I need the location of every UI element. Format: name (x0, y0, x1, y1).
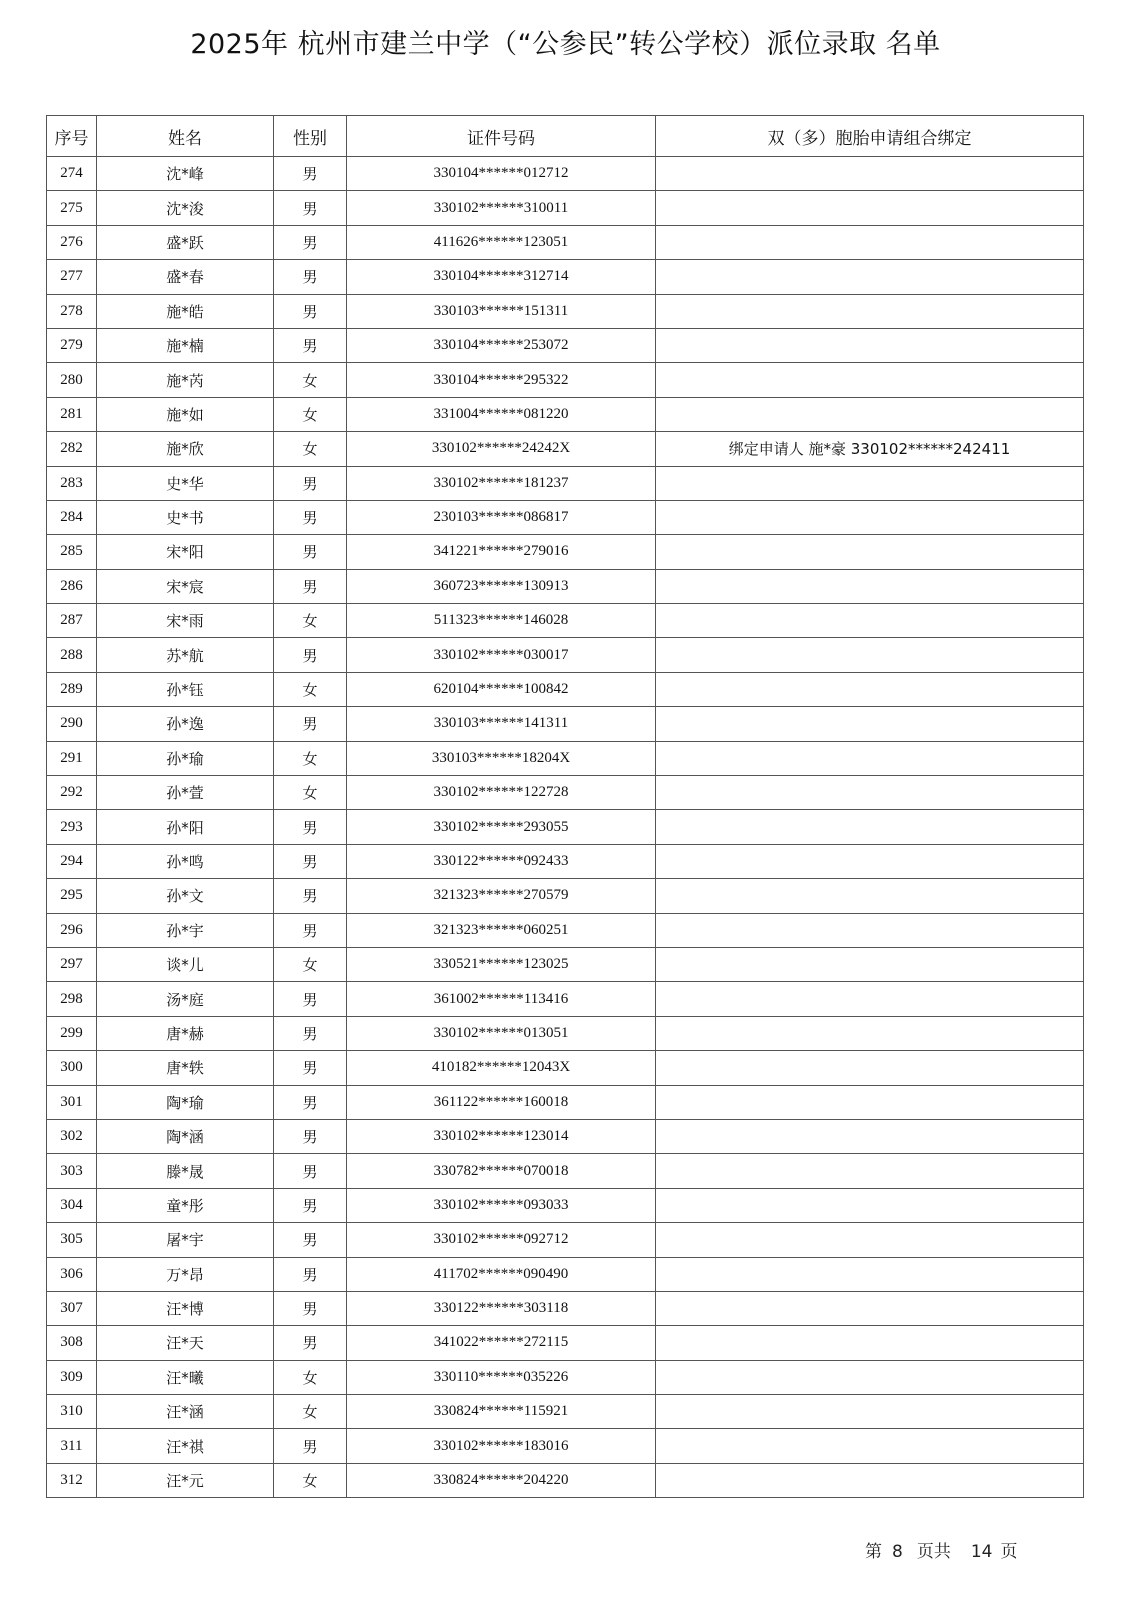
cell-seq: 291 (47, 741, 97, 775)
cell-twin-binding (656, 638, 1084, 672)
cell-id-number: 341221******279016 (347, 535, 656, 569)
cell-seq: 276 (47, 225, 97, 259)
cell-twin-binding (656, 1016, 1084, 1050)
cell-gender: 男 (274, 982, 347, 1016)
cell-id-number: 361122******160018 (347, 1085, 656, 1119)
cell-seq: 280 (47, 363, 97, 397)
table-row (47, 879, 1084, 913)
cell-twin-binding (656, 363, 1084, 397)
cell-name: 童*彤 (97, 1188, 274, 1222)
cell-seq: 279 (47, 328, 97, 362)
cell-seq: 309 (47, 1360, 97, 1394)
cell-gender: 男 (274, 157, 347, 191)
cell-twin-binding (656, 328, 1084, 362)
cell-id-number: 330102******030017 (347, 638, 656, 672)
cell-id-number: 410182******12043X (347, 1051, 656, 1085)
cell-twin-binding (656, 500, 1084, 534)
header-gender: 性别 (274, 116, 347, 157)
cell-id-number: 360723******130913 (347, 569, 656, 603)
cell-seq: 310 (47, 1395, 97, 1429)
cell-id-number: 330104******253072 (347, 328, 656, 362)
table-row (47, 604, 1084, 638)
cell-seq: 306 (47, 1257, 97, 1291)
cell-name: 屠*宇 (97, 1223, 274, 1257)
table-row (47, 672, 1084, 706)
cell-gender: 男 (274, 844, 347, 878)
cell-seq: 308 (47, 1326, 97, 1360)
cell-seq: 297 (47, 947, 97, 981)
cell-name: 沈*浚 (97, 191, 274, 225)
cell-gender: 女 (274, 1463, 347, 1497)
table-row (47, 1360, 1084, 1394)
cell-seq: 300 (47, 1051, 97, 1085)
cell-gender: 男 (274, 913, 347, 947)
cell-gender: 男 (274, 535, 347, 569)
cell-seq: 307 (47, 1291, 97, 1325)
table-row (47, 294, 1084, 328)
cell-gender: 男 (274, 1291, 347, 1325)
cell-id-number: 330104******295322 (347, 363, 656, 397)
cell-gender: 男 (274, 225, 347, 259)
cell-gender: 男 (274, 1016, 347, 1050)
cell-id-number: 511323******146028 (347, 604, 656, 638)
cell-twin-binding (656, 535, 1084, 569)
cell-name: 汤*庭 (97, 982, 274, 1016)
table-row (47, 1463, 1084, 1497)
cell-gender: 女 (274, 741, 347, 775)
cell-name: 汪*祺 (97, 1429, 274, 1463)
cell-id-number: 330102******123014 (347, 1119, 656, 1153)
table-row (47, 397, 1084, 431)
cell-seq: 292 (47, 776, 97, 810)
table-row (47, 1188, 1084, 1222)
cell-seq: 295 (47, 879, 97, 913)
cell-twin-binding (656, 1395, 1084, 1429)
cell-gender: 女 (274, 947, 347, 981)
cell-twin-binding (656, 1188, 1084, 1222)
cell-name: 唐*轶 (97, 1051, 274, 1085)
cell-id-number: 330102******24242X (347, 432, 656, 466)
cell-gender: 男 (274, 1154, 347, 1188)
cell-name: 陶*瑜 (97, 1085, 274, 1119)
cell-seq: 278 (47, 294, 97, 328)
table-body (47, 157, 1084, 1498)
cell-name: 苏*航 (97, 638, 274, 672)
cell-name: 汪*曦 (97, 1360, 274, 1394)
table-row (47, 1154, 1084, 1188)
cell-twin-binding (656, 1429, 1084, 1463)
cell-name: 施*欣 (97, 432, 274, 466)
cell-id-number: 361002******113416 (347, 982, 656, 1016)
cell-id-number: 330102******093033 (347, 1188, 656, 1222)
cell-twin-binding (656, 1051, 1084, 1085)
table-row (47, 1395, 1084, 1429)
cell-id-number: 330102******310011 (347, 191, 656, 225)
footer-page-number: 8 (892, 1542, 903, 1562)
cell-name: 汪*天 (97, 1326, 274, 1360)
cell-name: 盛*跃 (97, 225, 274, 259)
cell-id-number: 411702******090490 (347, 1257, 656, 1291)
cell-name: 孙*宇 (97, 913, 274, 947)
table-row (47, 1223, 1084, 1257)
cell-gender: 男 (274, 879, 347, 913)
cell-seq: 284 (47, 500, 97, 534)
cell-id-number: 330104******012712 (347, 157, 656, 191)
cell-seq: 302 (47, 1119, 97, 1153)
table-row (47, 363, 1084, 397)
table-row (47, 810, 1084, 844)
cell-gender: 男 (274, 1326, 347, 1360)
cell-twin-binding (656, 604, 1084, 638)
cell-gender: 女 (274, 604, 347, 638)
cell-twin-binding (656, 810, 1084, 844)
table-row (47, 1119, 1084, 1153)
table-row (47, 328, 1084, 362)
header-seq: 序号 (47, 116, 97, 157)
table-row (47, 569, 1084, 603)
table-row (47, 1326, 1084, 1360)
table-row (47, 1051, 1084, 1085)
cell-twin-binding (656, 397, 1084, 431)
cell-name: 施*皓 (97, 294, 274, 328)
cell-name: 孙*萱 (97, 776, 274, 810)
header-name: 姓名 (97, 116, 274, 157)
table-row (47, 157, 1084, 191)
cell-seq: 294 (47, 844, 97, 878)
cell-id-number: 330102******181237 (347, 466, 656, 500)
table-row (47, 1257, 1084, 1291)
cell-gender: 男 (274, 810, 347, 844)
cell-twin-binding (656, 707, 1084, 741)
cell-twin-binding (656, 672, 1084, 706)
cell-id-number: 330824******115921 (347, 1395, 656, 1429)
cell-name: 施*芮 (97, 363, 274, 397)
cell-seq: 298 (47, 982, 97, 1016)
table-row (47, 1291, 1084, 1325)
cell-id-number: 330782******070018 (347, 1154, 656, 1188)
footer-prefix: 第 (865, 1542, 882, 1562)
cell-seq: 290 (47, 707, 97, 741)
cell-name: 孙*钰 (97, 672, 274, 706)
page-footer (865, 1537, 1017, 1562)
cell-twin-binding (656, 879, 1084, 913)
cell-name: 滕*晟 (97, 1154, 274, 1188)
footer-total-pages: 14 (970, 1542, 993, 1562)
cell-twin-binding (656, 157, 1084, 191)
cell-id-number: 620104******100842 (347, 672, 656, 706)
cell-id-number: 330102******013051 (347, 1016, 656, 1050)
document-title: 2025年 杭州市建兰中学（“公参民”转公学校）派位录取 名单 (190, 29, 941, 60)
cell-seq: 301 (47, 1085, 97, 1119)
cell-gender: 男 (274, 328, 347, 362)
cell-name: 沈*峰 (97, 157, 274, 191)
cell-name: 孙*鸣 (97, 844, 274, 878)
cell-twin-binding (656, 569, 1084, 603)
cell-gender: 女 (274, 672, 347, 706)
cell-name: 施*楠 (97, 328, 274, 362)
footer-middle: 页共 (916, 1542, 951, 1562)
cell-id-number: 330122******092433 (347, 844, 656, 878)
cell-seq: 288 (47, 638, 97, 672)
cell-name: 孙*文 (97, 879, 274, 913)
cell-gender: 男 (274, 466, 347, 500)
cell-seq: 286 (47, 569, 97, 603)
cell-name: 谈*儿 (97, 947, 274, 981)
cell-name: 史*书 (97, 500, 274, 534)
table-row (47, 913, 1084, 947)
table-row (47, 1085, 1084, 1119)
cell-id-number: 330102******293055 (347, 810, 656, 844)
cell-id-number: 230103******086817 (347, 500, 656, 534)
table-row (47, 466, 1084, 500)
table-row (47, 1429, 1084, 1463)
table-row (47, 1016, 1084, 1050)
table-row (47, 982, 1084, 1016)
cell-twin-binding (656, 260, 1084, 294)
cell-twin-binding (656, 1360, 1084, 1394)
table-header-row (47, 116, 1084, 157)
cell-gender: 女 (274, 1360, 347, 1394)
cell-gender: 男 (274, 1085, 347, 1119)
cell-twin-binding (656, 741, 1084, 775)
cell-twin-binding (656, 844, 1084, 878)
cell-seq: 283 (47, 466, 97, 500)
cell-twin-binding (656, 776, 1084, 810)
cell-id-number: 330521******123025 (347, 947, 656, 981)
cell-twin-binding (656, 191, 1084, 225)
table-row (47, 535, 1084, 569)
cell-id-number: 330103******18204X (347, 741, 656, 775)
cell-gender: 男 (274, 1051, 347, 1085)
cell-seq: 281 (47, 397, 97, 431)
table-row (47, 432, 1084, 466)
cell-twin-binding (656, 913, 1084, 947)
cell-twin-binding (656, 225, 1084, 259)
cell-id-number: 330122******303118 (347, 1291, 656, 1325)
cell-seq: 277 (47, 260, 97, 294)
cell-seq: 275 (47, 191, 97, 225)
cell-seq: 289 (47, 672, 97, 706)
cell-name: 汪*涵 (97, 1395, 274, 1429)
footer-suffix: 页 (1000, 1542, 1018, 1562)
table-row (47, 707, 1084, 741)
header-id-number: 证件号码 (347, 116, 656, 157)
cell-name: 施*如 (97, 397, 274, 431)
cell-twin-binding (656, 1154, 1084, 1188)
cell-twin-binding (656, 1257, 1084, 1291)
header-twin-binding: 双（多）胞胎申请组合绑定 (656, 116, 1084, 157)
cell-gender: 女 (274, 432, 347, 466)
cell-gender: 女 (274, 776, 347, 810)
cell-id-number: 330103******141311 (347, 707, 656, 741)
cell-seq: 305 (47, 1223, 97, 1257)
cell-seq: 311 (47, 1429, 97, 1463)
cell-id-number: 330110******035226 (347, 1360, 656, 1394)
cell-twin-binding (656, 294, 1084, 328)
cell-seq: 287 (47, 604, 97, 638)
cell-seq: 296 (47, 913, 97, 947)
cell-name: 孙*逸 (97, 707, 274, 741)
cell-twin-binding (656, 982, 1084, 1016)
cell-seq: 282 (47, 432, 97, 466)
table-row (47, 741, 1084, 775)
cell-id-number: 411626******123051 (347, 225, 656, 259)
cell-twin-binding (656, 1223, 1084, 1257)
cell-id-number: 341022******272115 (347, 1326, 656, 1360)
cell-twin-binding (656, 1463, 1084, 1497)
cell-gender: 男 (274, 1119, 347, 1153)
cell-twin-binding: 绑定申请人 施*豪 330102******242411 (656, 432, 1084, 466)
cell-gender: 女 (274, 363, 347, 397)
table-row (47, 260, 1084, 294)
cell-seq: 299 (47, 1016, 97, 1050)
cell-id-number: 330102******092712 (347, 1223, 656, 1257)
cell-gender: 女 (274, 1395, 347, 1429)
cell-gender: 男 (274, 1223, 347, 1257)
cell-id-number: 330102******122728 (347, 776, 656, 810)
cell-name: 宋*阳 (97, 535, 274, 569)
cell-name: 万*昂 (97, 1257, 274, 1291)
cell-gender: 女 (274, 397, 347, 431)
cell-name: 孙*阳 (97, 810, 274, 844)
table-row (47, 500, 1084, 534)
table-row (47, 191, 1084, 225)
cell-twin-binding (656, 947, 1084, 981)
cell-name: 陶*涵 (97, 1119, 274, 1153)
cell-gender: 男 (274, 638, 347, 672)
cell-name: 汪*博 (97, 1291, 274, 1325)
cell-gender: 男 (274, 569, 347, 603)
cell-seq: 303 (47, 1154, 97, 1188)
cell-gender: 男 (274, 500, 347, 534)
cell-gender: 男 (274, 1257, 347, 1291)
cell-seq: 293 (47, 810, 97, 844)
cell-gender: 男 (274, 1429, 347, 1463)
cell-twin-binding (656, 1119, 1084, 1153)
cell-name: 宋*宸 (97, 569, 274, 603)
cell-seq: 312 (47, 1463, 97, 1497)
cell-twin-binding (656, 1326, 1084, 1360)
cell-name: 汪*元 (97, 1463, 274, 1497)
cell-gender: 男 (274, 191, 347, 225)
cell-gender: 男 (274, 1188, 347, 1222)
cell-id-number: 321323******270579 (347, 879, 656, 913)
cell-twin-binding (656, 1291, 1084, 1325)
cell-name: 唐*赫 (97, 1016, 274, 1050)
cell-gender: 男 (274, 260, 347, 294)
cell-seq: 285 (47, 535, 97, 569)
cell-name: 盛*春 (97, 260, 274, 294)
table-row (47, 844, 1084, 878)
cell-name: 史*华 (97, 466, 274, 500)
table-row (47, 225, 1084, 259)
cell-twin-binding (656, 466, 1084, 500)
admission-list-table (46, 115, 1084, 1498)
table-row (47, 947, 1084, 981)
cell-seq: 304 (47, 1188, 97, 1222)
table-row (47, 776, 1084, 810)
cell-name: 宋*雨 (97, 604, 274, 638)
cell-twin-binding (656, 1085, 1084, 1119)
cell-id-number: 330104******312714 (347, 260, 656, 294)
table-row (47, 638, 1084, 672)
cell-id-number: 331004******081220 (347, 397, 656, 431)
cell-id-number: 330824******204220 (347, 1463, 656, 1497)
cell-seq: 274 (47, 157, 97, 191)
cell-id-number: 330102******183016 (347, 1429, 656, 1463)
cell-name: 孙*瑜 (97, 741, 274, 775)
cell-gender: 男 (274, 294, 347, 328)
cell-gender: 男 (274, 707, 347, 741)
cell-id-number: 321323******060251 (347, 913, 656, 947)
cell-id-number: 330103******151311 (347, 294, 656, 328)
